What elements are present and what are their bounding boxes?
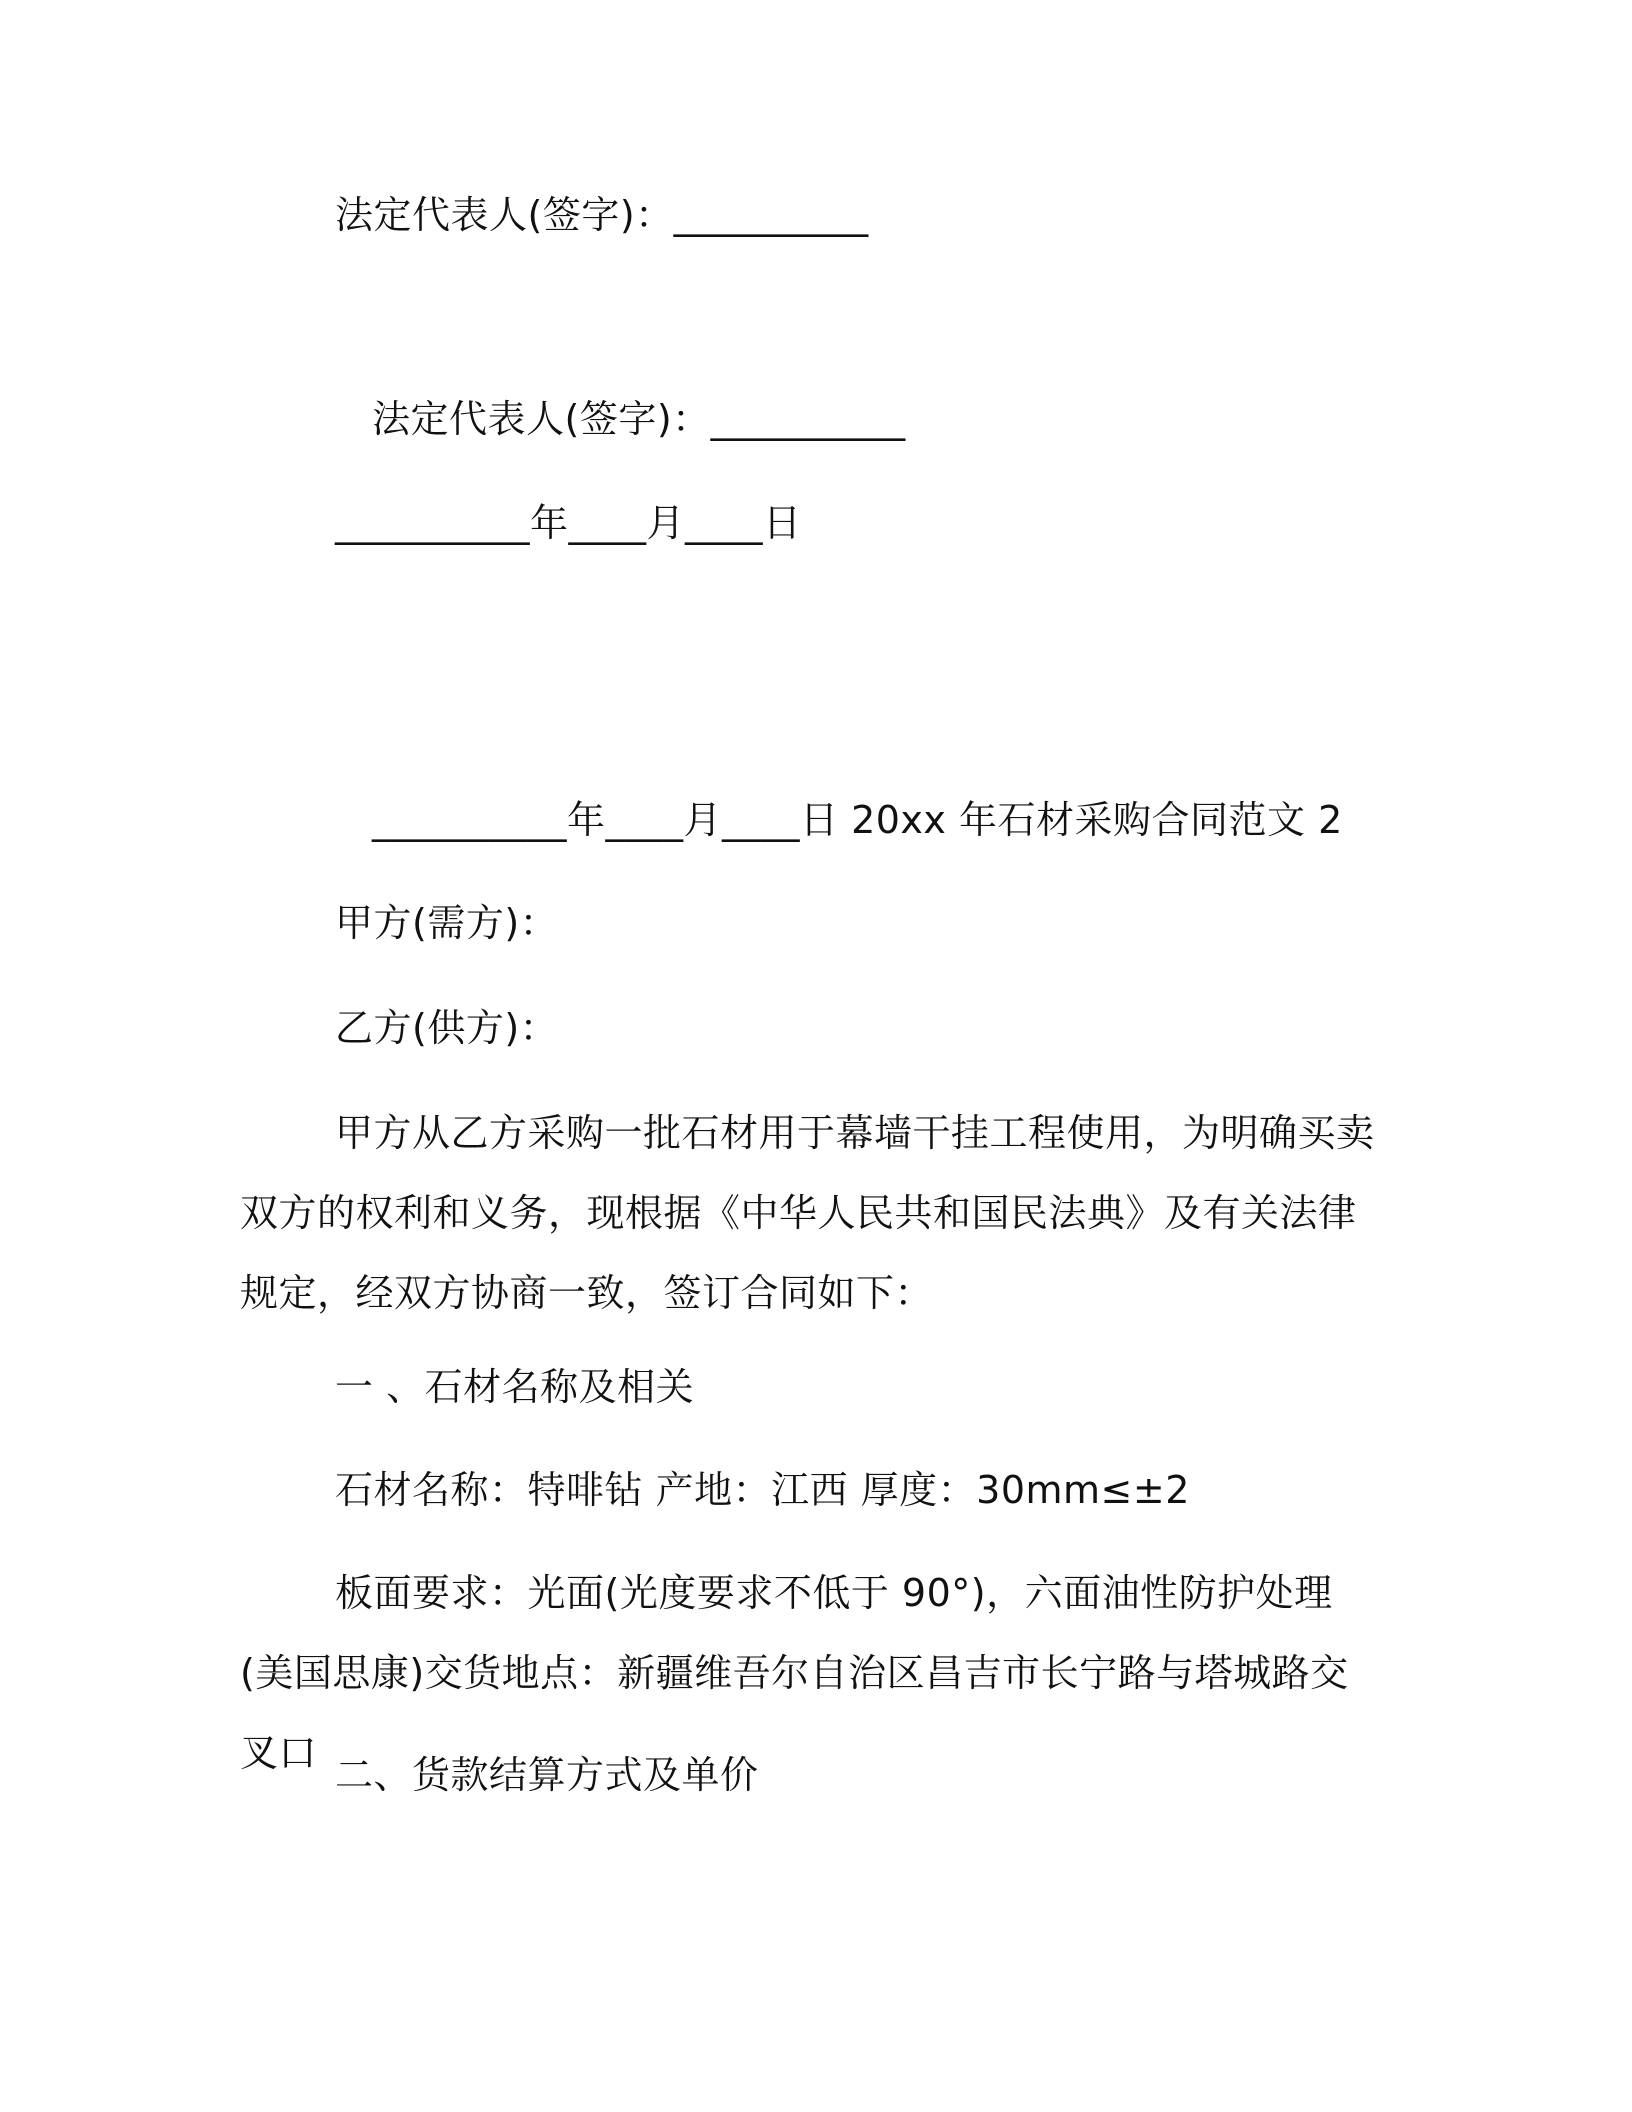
date-line: __________年____月____日 [335,501,802,545]
legal-rep-signature-line-2: 法定代表人(签字)：__________ [372,397,906,441]
date-and-contract-title-line: __________年____月____日 20xx 年石材采购合同范文 2 [372,798,1343,842]
board-requirements-paragraph: 板面要求：光面(光度要求不低于 90°)，六面油性防护处理(美国思康)交货地点：新疆维吾尔自治区昌吉市长宁路与塔城路交叉口 [240,1571,1349,1775]
section-2-heading: 二、货款结算方式及单价 [335,1753,759,1797]
section-1-heading: 一 、石材名称及相关 [335,1365,695,1409]
party-a-label: 甲方(需方)： [335,901,559,945]
legal-rep-signature-line-1: 法定代表人(签字)：__________ [335,193,869,237]
stone-info-line: 石材名称：特啡钻 产地：江西 厚度：30mm≤±2 [335,1468,1190,1512]
party-b-label: 乙方(供方)： [335,1006,559,1050]
intro-paragraph: 甲方从乙方采购一批石材用于幕墙干挂工程使用，为明确买卖双方的权利和义务，现根据《中华人民共和国民法典》及有关法律规定，经双方协商一致，签订合同如下： [240,1111,1375,1315]
